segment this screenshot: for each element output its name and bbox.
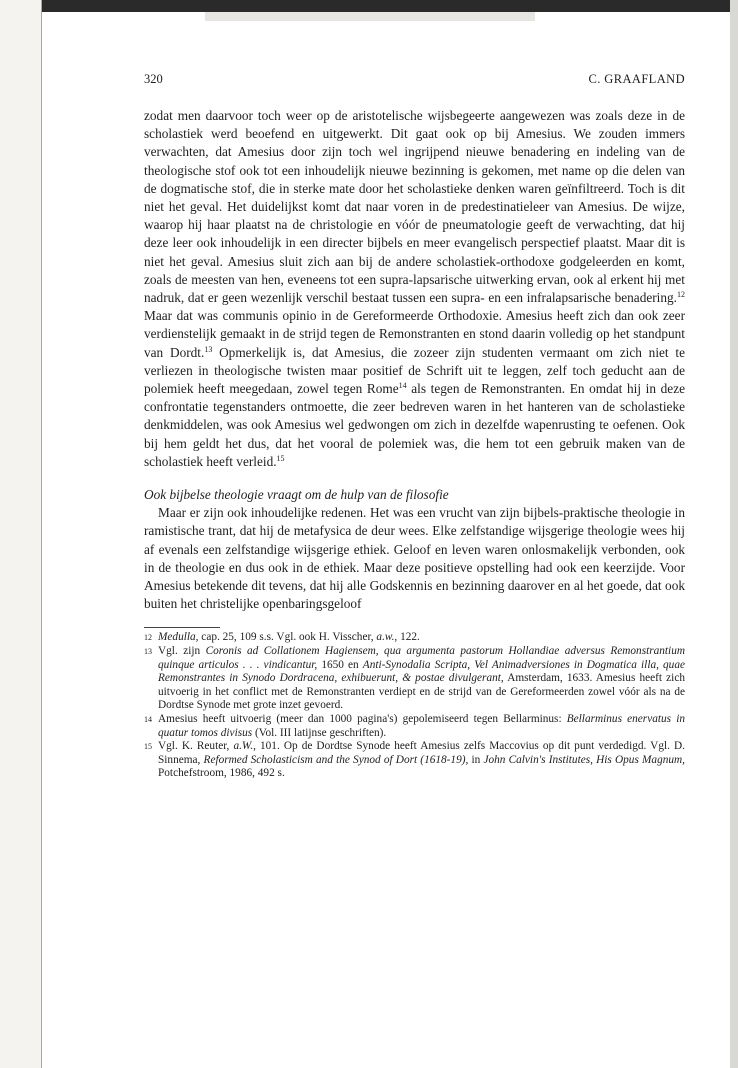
- running-header: [144, 72, 685, 92]
- text-span: Vgl. K. Reuter,: [158, 740, 234, 753]
- text-span: Bellarminus enervatus in quatur tomos divisus: [158, 713, 686, 739]
- text-span: Potchefstroom, 1986, 492 s.: [158, 767, 285, 780]
- footnote-text: [158, 631, 685, 645]
- text-span: Anti-Synodalia Scripta, Vel Animadversiones in Dogmatica illa, quae Remonstrantes in Synodo Dordracena, exhibuerunt, & postae divulgerant,: [158, 658, 685, 685]
- footnote-text: [158, 645, 685, 713]
- scan-right-edge: [730, 0, 738, 1068]
- text-span: Amesius heeft uitvoerig (meer dan 1000 pagina's) gepolemiseerd tegen Bellarminus:: [158, 713, 567, 726]
- book-page: [144, 72, 685, 781]
- footnote-ref: 14: [398, 381, 407, 391]
- text-span: (Vol. III latijnse geschriften).: [252, 726, 387, 739]
- paragraph-1: [144, 107, 685, 471]
- footnote-number: 12: [144, 633, 152, 643]
- footnote-13: [144, 645, 685, 713]
- scan-left-margin: [0, 0, 42, 1068]
- text-span: a.w.: [376, 631, 395, 644]
- text-span: zodat men daarvoor toch weer op de aristotelische wijsbegeerte aangewezen was zoals deze in de scholastiek werd beoefend en uitgewerkt. Dit gaat ook op bij Amesius. We zouden immers verwachten, dat Amesius door zijn toch wel ingrijpend nieuwe benadering en indeling van de theologische stof ook tot een inhoudelijk nieuwe bezinning is gekomen, met name op die delen van de dogmatische stof, die in sterke mate door het scholastieke denken waren geïnfiltreerd. Toch is dit niet het geval. Het duidelijkst komt dat naar voren in de predestinatieleer van Amesius. De wijze, waarop hij haar plaatst na de christologie en vóór de pneumatologie geeft de verwachting, dat hij deze leer ook inhoudelijk in een directer bijbels en meer evangelisch perspectief plaatst. Maar dit is niet het geval. Amesius sluit zich aan bij de andere scholastiek-orthodoxe godgeleerden en komt, zoals de meesten van hen, eveneens tot een supra-lapsarische uitwerking ervan, ook al erkent hij met nadruk, dat er geen wezenlijk verschil bestaat tussen een supra- en een infralapsarische benadering.: [144, 108, 685, 306]
- text-span: als tegen de Remonstranten. En omdat hij in deze confrontatie tegenstanders ontmoette, die zeer bedreven waren in het hanteren van de scholastieke denkmiddelen, was ook Amesius wel gedwongen om zich in dezelfde wapenrusting te oefenen. Ook bij hem geldt het dus, dat het vooral de polemiek was, die hem tot een gebruik maken van de scholastiek heeft verleid.: [144, 381, 685, 469]
- running-author: C. GRAAFLAND: [588, 72, 685, 86]
- text-span: Amsterdam, 1633. Amesius heeft zich uitvoerig in het conflict met de Remonstranten verdiept en de strijd van de Gereformeerden zowel vóór als na de Dordtse Synode met grote inzet gevoerd.: [158, 672, 685, 712]
- footnote-number: 15: [144, 742, 152, 752]
- footnote-12: [144, 631, 685, 645]
- footnote-divider: [144, 627, 220, 628]
- footnote-ref: 15: [276, 453, 285, 463]
- section-heading: Ook bijbelse theologie vraagt om de hulp van de filosofie: [144, 487, 449, 503]
- text-span: Reformed Scholasticism and the Synod of Dort (1618-19),: [203, 753, 469, 766]
- text-span: Opmerkelijk is, dat Amesius, die zozeer zijn studenten vermaant om zich niet te verliezen in theologische twisten maar positief de Schrift uit te leggen, zelf toch geducht aan de polemiek heeft meegedaan, zowel tegen Rome: [144, 344, 685, 397]
- text-span: 1650 en: [317, 658, 363, 671]
- footnote-15: [144, 740, 685, 781]
- footnote-14: [144, 713, 685, 740]
- text-span: John Calvin's Institutes, His Opus Magnum,: [483, 753, 686, 766]
- footnote-text: [158, 740, 685, 781]
- text-span: Coronis ad Collationem Hagiensem, qua argumenta pastorum Hollandiae adversus Remonstrantium quinque articulos . . . vindicantur,: [158, 645, 686, 671]
- scan-top-edge: [0, 0, 738, 12]
- footnote-number: 14: [144, 715, 152, 725]
- scan-bleed-through: [205, 12, 535, 21]
- text-span: Medulla,: [158, 631, 199, 644]
- footnote-ref: 13: [204, 344, 213, 354]
- text-span: a.W.: [233, 740, 254, 753]
- text-span: Vgl. zijn: [158, 645, 206, 658]
- text-span: , 122.: [394, 631, 420, 644]
- footnotes: [144, 631, 685, 781]
- text-span: cap. 25, 109 s.s. Vgl. ook H. Visscher,: [198, 631, 377, 644]
- paragraph-2: Maar er zijn ook inhoudelijke redenen. Het was een vrucht van zijn bijbels-praktische theologie in ramistische trant, dat hij de metafysica de deur wees. Elke zelfstandige wijsgerige theologie wees hij af evenals een zelfstandige wijsgerige ethiek. Geloof en leven waren onlosmakelijk verbonden, ook in de theologie en dus ook in de ethiek. Maar deze positieve opstelling had ook een keerzijde. Voor Amesius betekende dit tevens, dat hij alle Godskennis en bezinning daarover en al het goede, dat ook buiten het christelijke openbaringsgeloof: [144, 505, 685, 612]
- text-span: , 101. Op de Dordtse Synode heeft Amesius zelfs Maccovius op dit punt verdedigd. Vgl. D. Sinnema,: [158, 740, 685, 766]
- page-number: 320: [144, 72, 163, 86]
- text-span: in: [468, 753, 484, 766]
- footnote-ref: 12: [677, 290, 685, 300]
- footnote-number: 13: [144, 647, 152, 657]
- text-span: Maar dat was communis opinio in de Gereformeerde Orthodoxie. Amesius heeft zich dan ook zeer verdienstelijk gemaakt in de strijd tegen de Remonstranten en stond daarin volledig op het standpunt van Dordt.: [144, 308, 685, 360]
- footnote-text: [158, 713, 685, 740]
- body-text: [144, 107, 685, 613]
